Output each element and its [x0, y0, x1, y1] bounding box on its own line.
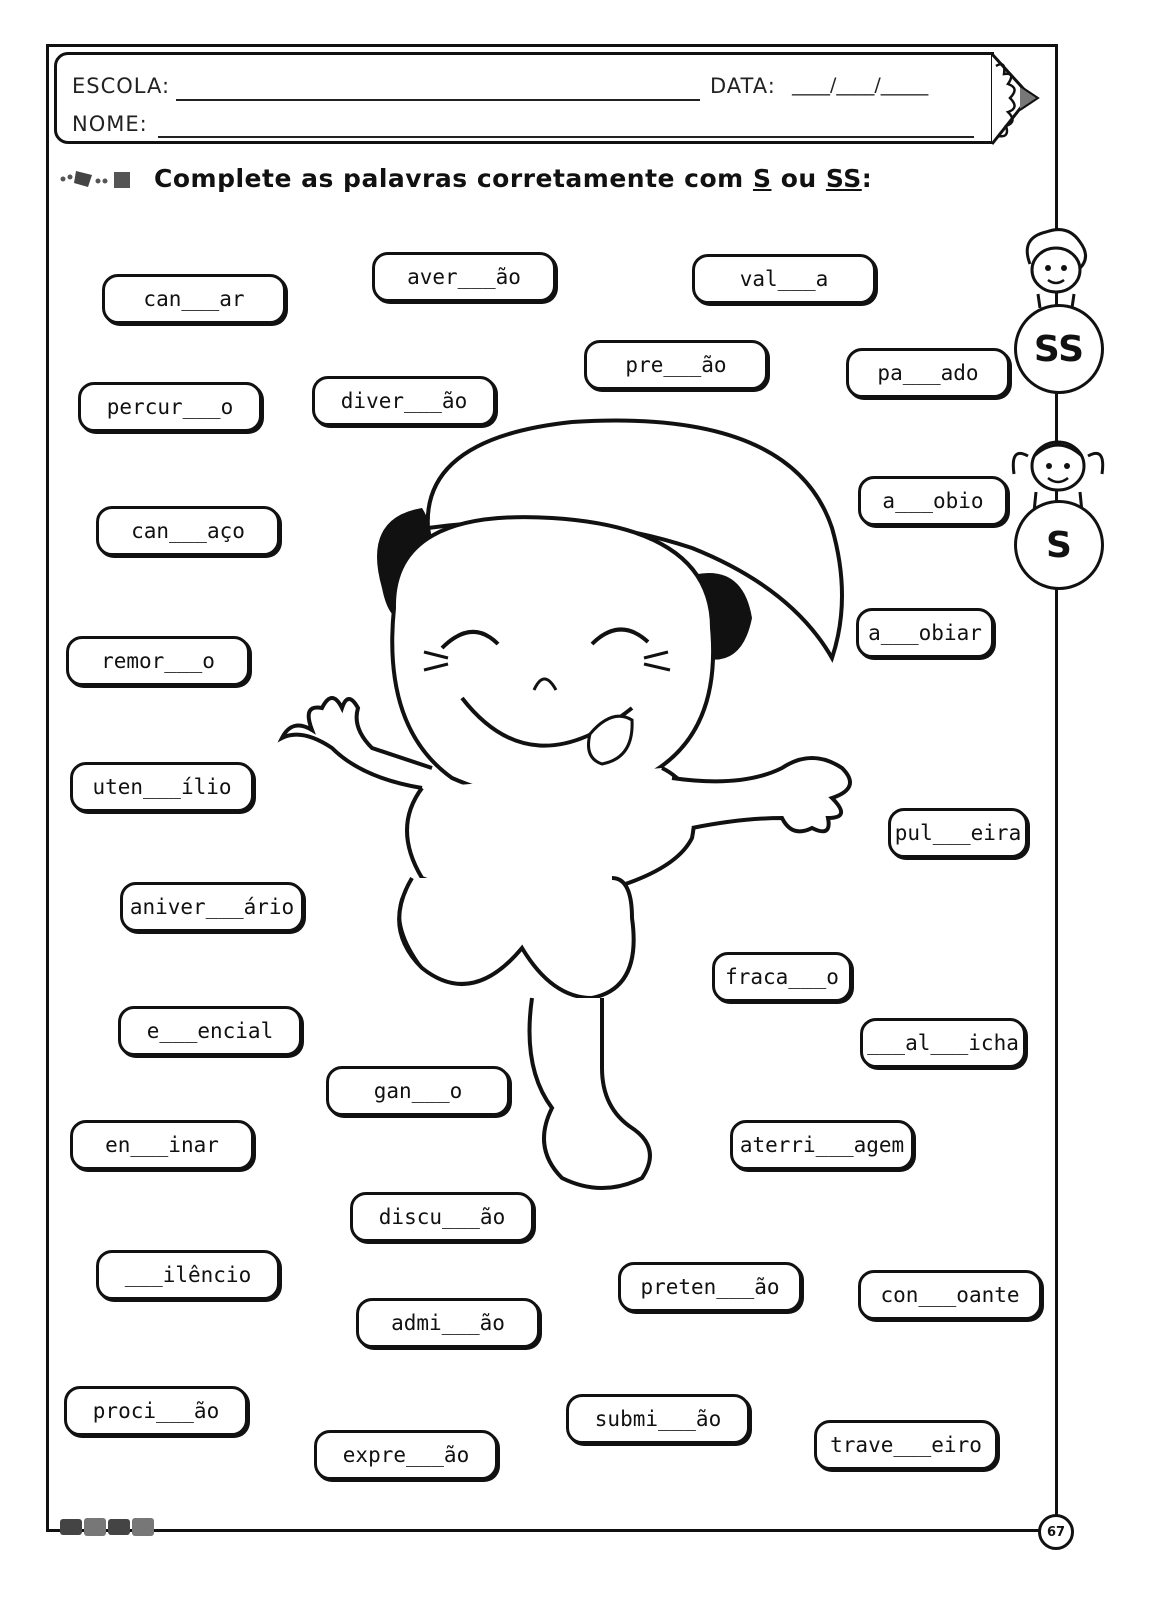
- word-box-essencial[interactable]: e___encial: [118, 1006, 302, 1056]
- word-box-assobio[interactable]: a___obio: [858, 476, 1008, 526]
- word-box-remorso[interactable]: remor___o: [66, 636, 250, 686]
- instruction-text: Complete as palavras corretamente com S ou SS:: [154, 163, 873, 193]
- badge-ss: SS: [1014, 304, 1104, 394]
- data-label: DATA:: [710, 74, 776, 98]
- word-box-cansar[interactable]: can___ar: [102, 274, 286, 324]
- bullet-arrow-icon: [58, 163, 136, 193]
- word-box-assobiar[interactable]: a___obiar: [856, 608, 994, 658]
- word-box-valsa[interactable]: val___a: [692, 254, 876, 304]
- word-box-aversao[interactable]: aver___ão: [372, 252, 556, 302]
- word-box-cansaco[interactable]: can___aço: [96, 506, 280, 556]
- child-face-icon: [1016, 224, 1096, 308]
- option-s: S: [752, 163, 772, 193]
- word-box-ganso[interactable]: gan___o: [326, 1066, 510, 1116]
- word-box-expressao[interactable]: expre___ão: [314, 1430, 498, 1480]
- word-box-fracasso[interactable]: fraca___o: [712, 952, 852, 1002]
- word-box-ensinar[interactable]: en___inar: [70, 1120, 254, 1170]
- publisher-logo-icon: [60, 1516, 160, 1538]
- nome-field[interactable]: [158, 136, 974, 138]
- word-box-travesseiro[interactable]: trave___eiro: [814, 1420, 998, 1470]
- word-box-diversao[interactable]: diver___ão: [312, 376, 496, 426]
- word-box-submissao[interactable]: submi___ão: [566, 1394, 750, 1444]
- word-box-passado[interactable]: pa___ado: [846, 348, 1010, 398]
- header-box: [54, 52, 994, 144]
- word-box-silencio[interactable]: ___ilêncio: [96, 1250, 280, 1300]
- nome-label: NOME:: [72, 112, 148, 136]
- word-box-pulseira[interactable]: pul___eira: [888, 808, 1028, 858]
- word-box-procissao[interactable]: proci___ão: [64, 1386, 248, 1436]
- word-box-pretensao[interactable]: preten___ão: [618, 1262, 802, 1312]
- word-box-discussao[interactable]: discu___ão: [350, 1192, 534, 1242]
- escola-field[interactable]: [176, 99, 700, 101]
- word-box-salsicha[interactable]: ___al___icha: [860, 1018, 1026, 1068]
- badge-s: S: [1014, 500, 1104, 590]
- pencil-tip-icon: [990, 52, 1052, 148]
- word-box-admissao[interactable]: admi___ão: [356, 1298, 540, 1348]
- option-ss: SS: [825, 163, 862, 193]
- data-field[interactable]: ____/____/_____: [792, 74, 929, 96]
- word-box-pressao[interactable]: pre___ão: [584, 340, 768, 390]
- word-box-percurso[interactable]: percur___o: [78, 382, 262, 432]
- page-number: 67: [1038, 1514, 1074, 1550]
- instruction: [58, 158, 872, 198]
- word-box-utensilio[interactable]: uten___ílio: [70, 762, 254, 812]
- word-box-aterrissagem[interactable]: aterri___agem: [730, 1120, 914, 1170]
- word-box-consoante[interactable]: con___oante: [858, 1270, 1042, 1320]
- escola-label: ESCOLA:: [72, 74, 171, 98]
- word-box-aniversario[interactable]: aniver___ário: [120, 882, 304, 932]
